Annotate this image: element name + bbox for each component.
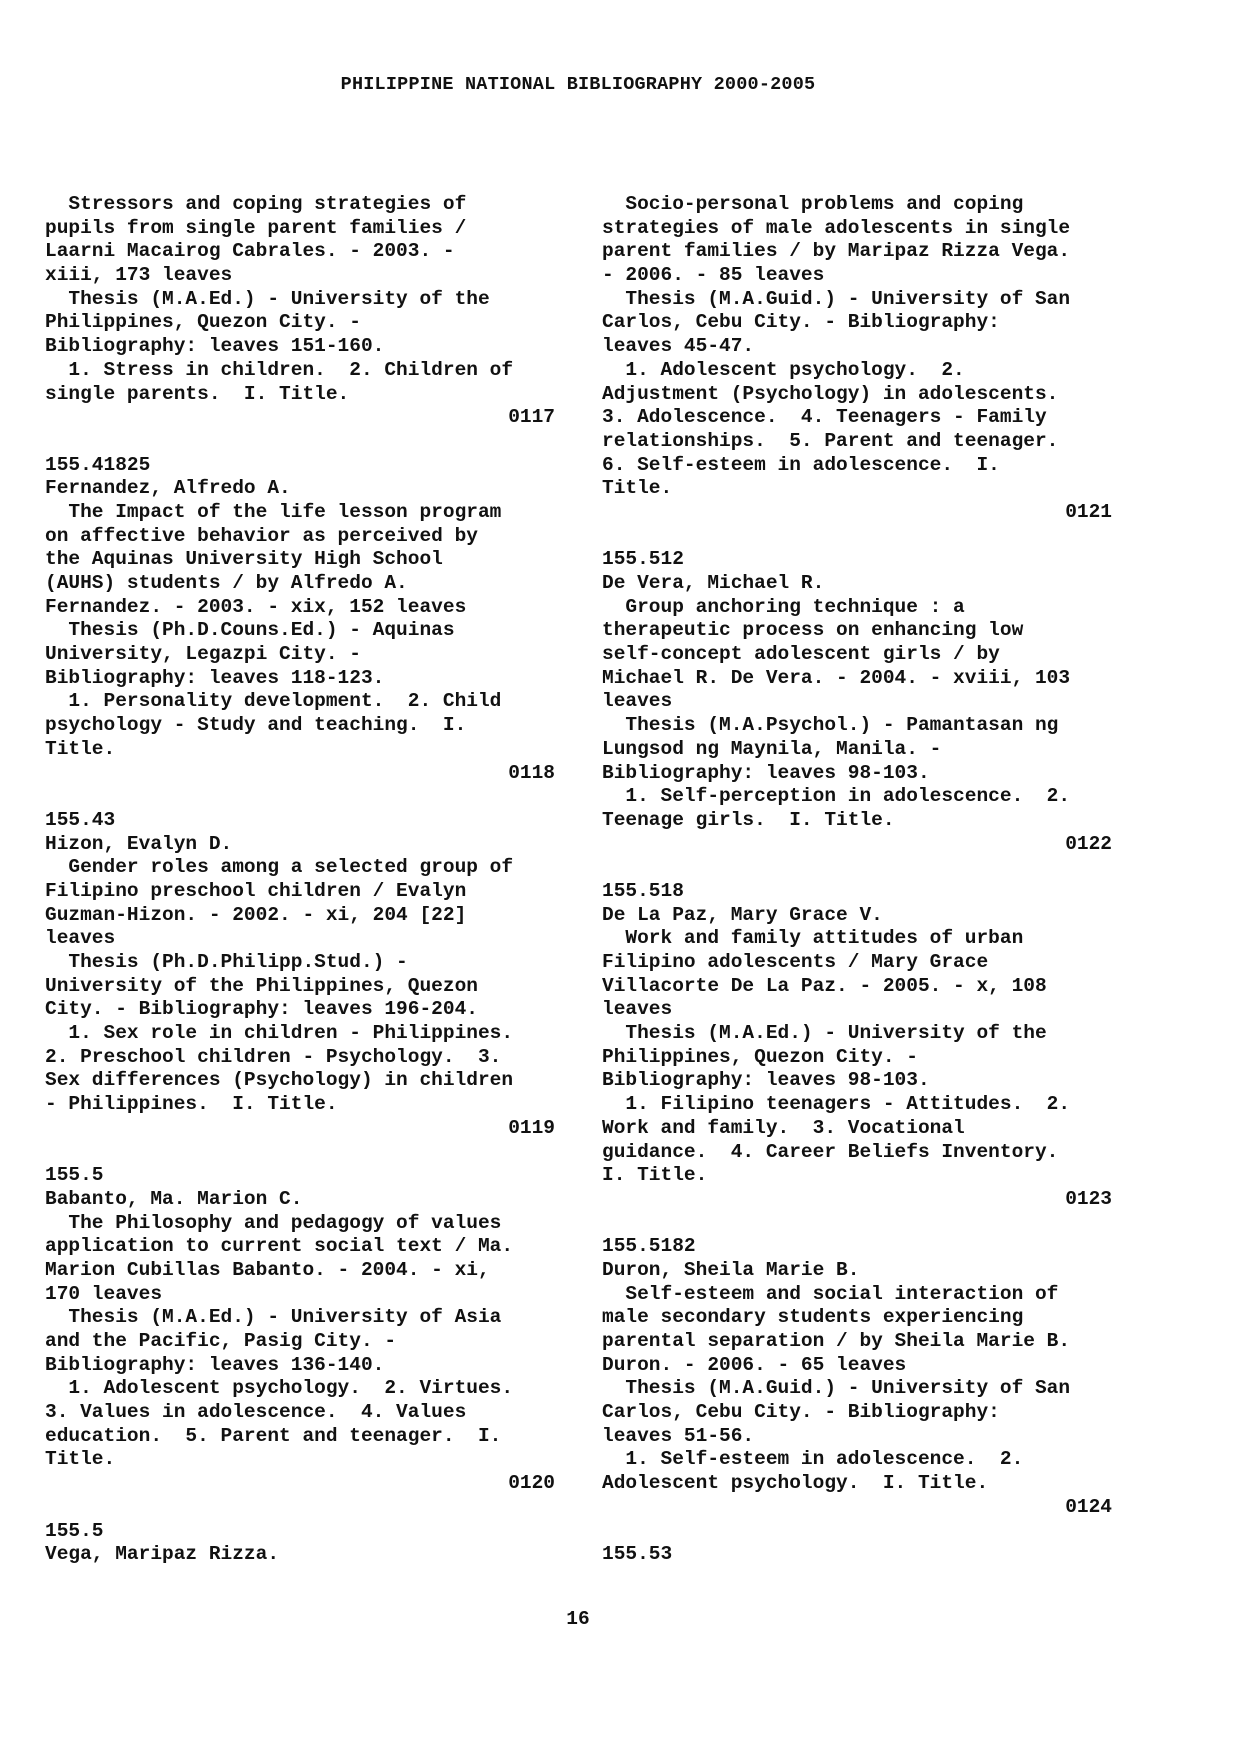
bibliography-line: Philippines, Quezon City. - xyxy=(45,311,361,334)
bibliography-line: 3. Adolescence. 4. Teenagers - Family xyxy=(602,406,1047,429)
bibliography-line: Michael R. De Vera. - 2004. - xviii, 103 xyxy=(602,666,1071,689)
bibliography-line: Philippines, Quezon City. - xyxy=(602,1045,918,1068)
bibliography-line: Bibliography: leaves 118-123. xyxy=(45,666,385,689)
bibliography-line: Filipino adolescents / Mary Grace xyxy=(602,951,989,973)
bibliography-line: Hizon, Evalyn D. xyxy=(45,832,233,855)
bibliography-line: parental separation / by Sheila Marie B. xyxy=(602,1330,1071,1352)
bibliography-line: 2. Preschool children - Psychology. 3. xyxy=(45,1045,502,1068)
bibliography-line: 155.41825 xyxy=(45,453,151,476)
bibliography-line: 1. Personality development. 2. Child xyxy=(45,690,502,713)
control-number: 0123 xyxy=(1065,1187,1112,1210)
bibliography-line: Work and family. 3. Vocational xyxy=(602,1116,965,1139)
bibliography-line: pupils from single parent families / xyxy=(45,216,467,239)
bibliography-line: Bibliography: leaves 151-160. xyxy=(45,335,385,358)
bibliography-line: Title. xyxy=(602,477,673,500)
running-header: PHILIPPINE NATIONAL BIBLIOGRAPHY 2000-2005 xyxy=(340,74,816,95)
bibliography-line: 3. Values in adolescence. 4. Values xyxy=(45,1401,467,1424)
bibliography-line: Lungsod ng Maynila, Manila. - xyxy=(602,737,942,760)
bibliography-line: leaves xyxy=(45,927,116,950)
bibliography-line: I. Title. xyxy=(602,1164,708,1187)
bibliography-line: Adjustment (Psychology) in adolescents. xyxy=(602,382,1059,405)
bibliography-line: and the Pacific, Pasig City. - xyxy=(45,1330,397,1352)
blank-line xyxy=(602,856,1112,880)
bibliography-line: 155.5182 xyxy=(602,1235,696,1258)
bibliography-line: Socio-personal problems and coping xyxy=(602,193,1024,215)
bibliography-line: 1. Sex role in children - Philippines. xyxy=(45,1022,514,1045)
bibliography-line: Fernandez. - 2003. - xix, 152 leaves xyxy=(45,595,467,618)
bibliography-line: education. 5. Parent and teenager. I. xyxy=(45,1424,502,1447)
bibliography-line: Bibliography: leaves 98-103. xyxy=(602,761,930,784)
bibliography-line: single parents. I. Title. xyxy=(45,382,350,405)
bibliography-line: - Philippines. I. Title. xyxy=(45,1093,338,1116)
bibliography-line: 1. Self-esteem in adolescence. 2. xyxy=(602,1448,1024,1471)
control-number: 0124 xyxy=(1065,1495,1112,1518)
bibliography-line: 155.43 xyxy=(45,808,116,831)
bibliography-line: Thesis (M.A.Ed.) - University of Asia xyxy=(45,1306,502,1329)
bibliography-line: Title. xyxy=(45,737,116,760)
bibliography-line: Duron. - 2006. - 65 leaves xyxy=(602,1353,907,1376)
bibliography-line: Babanto, Ma. Marion C. xyxy=(45,1187,303,1210)
bibliography-line: The Impact of the life lesson program xyxy=(45,500,502,523)
control-number: 0119 xyxy=(508,1116,555,1139)
bibliography-line: Sex differences (Psychology) in children xyxy=(45,1069,514,1092)
bibliography-line: Fernandez, Alfredo A. xyxy=(45,477,291,500)
bibliography-line: 1. Self-perception in adolescence. 2. xyxy=(602,785,1071,808)
bibliography-line: Thesis (Ph.D.Philipp.Stud.) - xyxy=(45,951,408,973)
bibliography-line: 155.5 xyxy=(45,1164,104,1187)
bibliography-line: Self-esteem and social interaction of xyxy=(602,1282,1059,1305)
bibliography-line: Marion Cubillas Babanto. - 2004. - xi, xyxy=(45,1258,490,1281)
bibliography-line: parent families / by Maripaz Rizza Vega. xyxy=(602,240,1071,263)
bibliography-line: Carlos, Cebu City. - Bibliography: xyxy=(602,311,1000,334)
bibliography-line: Thesis (M.A.Ed.) - University of the xyxy=(45,287,490,310)
bibliography-line: De Vera, Michael R. xyxy=(602,572,825,594)
bibliography-line: Thesis (M.A.Ed.) - University of the xyxy=(602,1022,1047,1045)
control-number: 0120 xyxy=(508,1472,555,1495)
bibliography-line: 1. Adolescent psychology. 2. Virtues. xyxy=(45,1377,514,1400)
bibliography-line: guidance. 4. Career Beliefs Inventory. xyxy=(602,1140,1059,1163)
bibliography-line: leaves xyxy=(602,998,673,1021)
blank-line xyxy=(602,1520,1112,1544)
bibliography-line: Adolescent psychology. I. Title. xyxy=(602,1472,989,1495)
control-number: 0122 xyxy=(1065,832,1112,855)
blank-line xyxy=(602,525,1112,549)
bibliography-line: self-concept adolescent girls / by xyxy=(602,643,1000,666)
bibliography-line: Title. xyxy=(45,1448,116,1471)
bibliography-line: Bibliography: leaves 98-103. xyxy=(602,1069,930,1092)
page-number: 16 xyxy=(566,1608,590,1630)
bibliography-line: Teenage girls. I. Title. xyxy=(602,808,895,831)
bibliography-line: 155.512 xyxy=(602,548,684,571)
bibliography-line: Thesis (M.A.Guid.) - University of San xyxy=(602,287,1071,310)
bibliography-line: Filipino preschool children / Evalyn xyxy=(45,879,467,902)
blank-line xyxy=(45,1141,555,1165)
blank-line xyxy=(602,1212,1112,1236)
bibliography-line: therapeutic process on enhancing low xyxy=(602,619,1024,642)
bibliography-line: 1. Filipino teenagers - Attitudes. 2. xyxy=(602,1093,1071,1116)
bibliography-line: application to current social text / Ma. xyxy=(45,1235,514,1258)
blank-line xyxy=(45,1496,555,1520)
bibliography-line: Guzman-Hizon. - 2002. - xi, 204 [22] xyxy=(45,903,467,926)
bibliography-line: xiii, 173 leaves xyxy=(45,264,233,287)
control-number: 0117 xyxy=(508,406,555,429)
bibliography-line: strategies of male adolescents in single xyxy=(602,216,1071,239)
right-column xyxy=(602,193,1112,1567)
bibliography-line: Gender roles among a selected group of xyxy=(45,856,514,879)
left-column xyxy=(45,193,555,1567)
bibliography-line: City. - Bibliography: leaves 196-204. xyxy=(45,998,478,1021)
control-number: 0118 xyxy=(508,761,555,784)
control-number: 0121 xyxy=(1065,500,1112,523)
bibliography-line: Vega, Maripaz Rizza. xyxy=(45,1543,280,1566)
bibliography-line: (AUHS) students / by Alfredo A. xyxy=(45,572,408,594)
bibliography-line: University of the Philippines, Quezon xyxy=(45,974,478,997)
bibliography-line: leaves 45-47. xyxy=(602,335,755,358)
bibliography-line: Work and family attitudes of urban xyxy=(602,927,1024,950)
bibliography-line: Stressors and coping strategies of xyxy=(45,193,467,215)
blank-line xyxy=(45,785,555,809)
bibliography-line: Laarni Macairog Cabrales. - 2003. - xyxy=(45,240,455,263)
bibliography-line: 1. Stress in children. 2. Children of xyxy=(45,358,514,381)
bibliography-line: Thesis (M.A.Psychol.) - Pamantasan ng xyxy=(602,714,1059,737)
bibliography-line: on affective behavior as perceived by xyxy=(45,524,478,547)
bibliography-line: leaves xyxy=(602,690,673,713)
bibliography-line: 1. Adolescent psychology. 2. xyxy=(602,358,965,381)
bibliography-line: University, Legazpi City. - xyxy=(45,643,361,666)
bibliography-line: Duron, Sheila Marie B. xyxy=(602,1258,860,1281)
bibliography-line: Thesis (Ph.D.Couns.Ed.) - Aquinas xyxy=(45,619,455,642)
bibliography-line: male secondary students experiencing xyxy=(602,1306,1024,1329)
bibliography-line: 155.5 xyxy=(45,1519,104,1542)
bibliography-line: leaves 51-56. xyxy=(602,1424,755,1447)
bibliography-line: The Philosophy and pedagogy of values xyxy=(45,1211,502,1234)
bibliography-line: the Aquinas University High School xyxy=(45,548,443,571)
bibliography-line: 170 leaves xyxy=(45,1282,163,1305)
bibliography-line: Group anchoring technique : a xyxy=(602,595,965,618)
bibliography-line: Thesis (M.A.Guid.) - University of San xyxy=(602,1377,1071,1400)
bibliography-line: 155.518 xyxy=(602,879,684,902)
bibliography-line: Carlos, Cebu City. - Bibliography: xyxy=(602,1401,1000,1424)
bibliography-line: De La Paz, Mary Grace V. xyxy=(602,903,883,926)
bibliography-line: psychology - Study and teaching. I. xyxy=(45,714,467,737)
blank-line xyxy=(45,430,555,454)
bibliography-line: relationships. 5. Parent and teenager. xyxy=(602,429,1059,452)
bibliography-line: Villacorte De La Paz. - 2005. - x, 108 xyxy=(602,974,1047,997)
bibliography-line: 6. Self-esteem in adolescence. I. xyxy=(602,453,1000,476)
bibliography-line: 155.53 xyxy=(602,1543,673,1566)
bibliography-line: - 2006. - 85 leaves xyxy=(602,264,825,287)
bibliography-line: Bibliography: leaves 136-140. xyxy=(45,1353,385,1376)
